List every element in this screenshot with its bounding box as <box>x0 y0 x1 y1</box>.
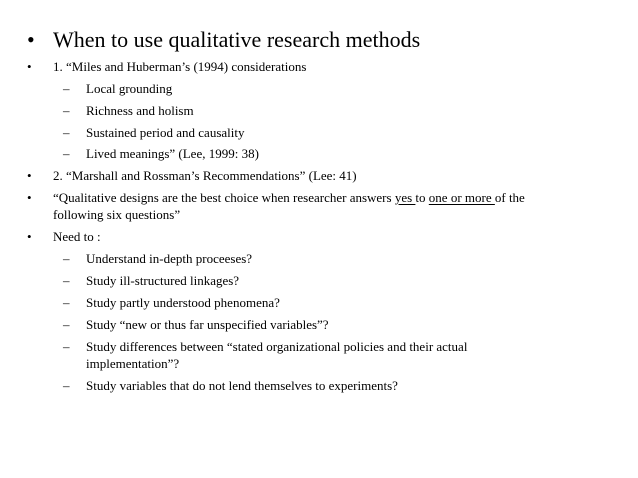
dash-4-1: – <box>63 251 70 266</box>
dash-4-6: – <box>63 378 70 393</box>
sub-item-richness-holism: Richness and holism <box>86 103 194 118</box>
dash-4-2: – <box>63 273 70 288</box>
dash-4-5: – <box>63 339 70 354</box>
item-miles-huberman: 1. “Miles and Huberman’s (1994) considerations <box>53 59 307 74</box>
bullet-3: • <box>27 190 32 205</box>
slide-title: When to use qualitative research methods <box>53 27 421 52</box>
qualitative-designs-text-3: of the <box>494 190 525 205</box>
sub-item-new-variables: Study “new or thus far unspecified variables”? <box>86 317 329 332</box>
qualitative-designs-text-1: “Qualitative designs are the best choice when researcher answers <box>53 190 395 205</box>
item-qualitative-designs <box>53 190 525 206</box>
underlined-yes: yes <box>394 190 416 205</box>
sub-item-partly-understood: Study partly understood phenomena? <box>86 295 280 310</box>
qualitative-designs-text-2: to <box>415 190 429 205</box>
sub-item-experiments: Study variables that do not lend themselves to experiments? <box>86 378 398 393</box>
item-marshall-rossman: 2. “Marshall and Rossman’s Recommendations” (Lee: 41) <box>53 168 357 183</box>
title-bullet: • <box>27 27 35 52</box>
bullet-4: • <box>27 229 32 244</box>
bullet-1: • <box>27 59 32 74</box>
sub-item-sustained-period: Sustained period and causality <box>86 125 245 140</box>
sub-item-understand-processes: Understand in-depth proceeses? <box>86 251 253 266</box>
dash-1-1: – <box>63 81 70 96</box>
dash-1-3: – <box>63 125 70 140</box>
dash-4-3: – <box>63 295 70 310</box>
dash-4-4: – <box>63 317 70 332</box>
sub-item-ill-structured-linkages: Study ill-structured linkages? <box>86 273 240 288</box>
sub-item-local-grounding: Local grounding <box>86 81 173 96</box>
underlined-one-or-more: one or more <box>428 190 495 205</box>
dash-1-2: – <box>63 103 70 118</box>
sub-item-stated-policies-line-2: implementation”? <box>86 356 180 371</box>
dash-1-4: – <box>63 146 70 161</box>
bullet-2: • <box>27 168 32 183</box>
sub-item-stated-policies: Study differences between “stated organizational policies and their actual <box>86 339 468 354</box>
item-need-to: Need to : <box>53 229 101 244</box>
sub-item-lived-meanings: Lived meanings” (Lee, 1999: 38) <box>86 146 259 161</box>
item-qualitative-designs-line-2: following six questions” <box>53 207 181 222</box>
